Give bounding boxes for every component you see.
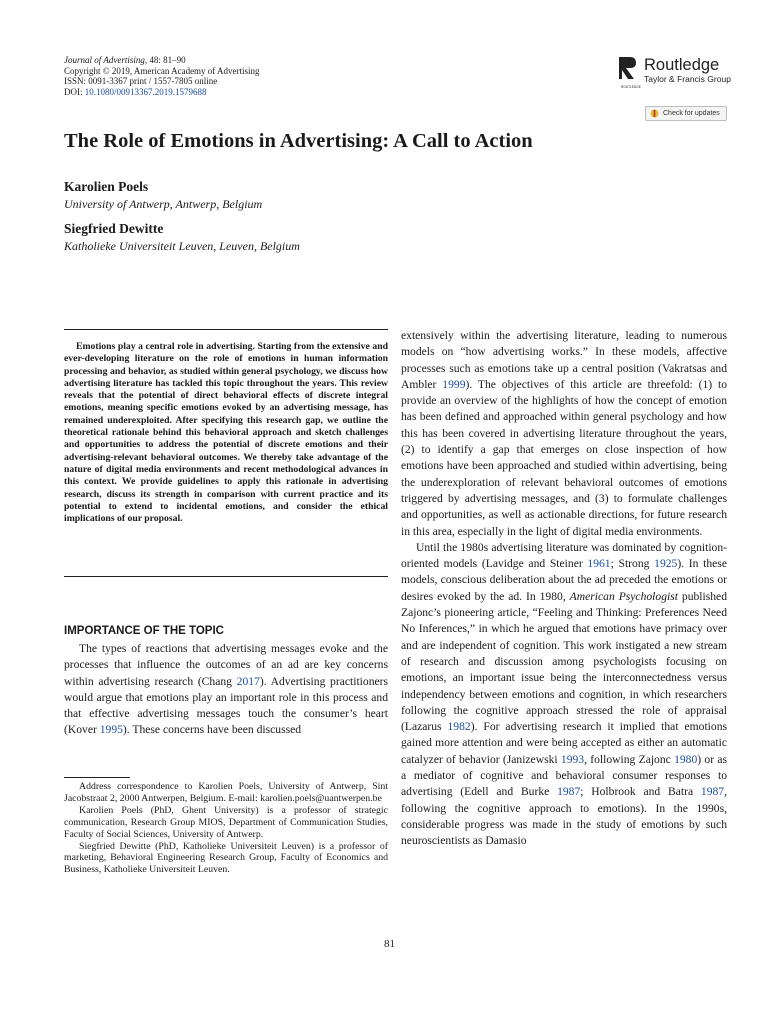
- footnote-correspondence: Address correspondence to Karolien Poels, University of Antwerp, Sint Jacobstraat 2, 2000 Antwerpen, Belgium. E-mail: karolien.poels@uantwerpen.be: [64, 781, 388, 804]
- body-paragraph: Until the 1980s advertising literature was dominated by cognition-oriented models (Lavidge and Steiner 1961; Strong 1925). In these models, conscious deliberation about the ad preceded the emotions or desires evoked by the ad. In 1980, American Psychologist published Zajonc’s pioneering article, “Feeling and Thinking: Preferences Need No Inferences,” in which he argued that emotions have primacy over and are independent of cognition. This work instigated a new stream of research and discussion among psychologists focusing on emotions, an important issue being the interconnectedness versus independency between emotions and cognition, in which researchers following the cognitive approach stressed the role of appraisal (Lazarus 1982). For advertising research it implied that emotions gained more attention and were being accepted as either an automatic catalyzer of behavior (Janizewski 1993, following Zajonc 1980) or as a mediator of cognitive and behavioral consumer responses to advertising (Edell and Burke 1987; Holbrook and Batra 1987, following the cognitive approach to emotions). In the 1990s, considerable progress was made in the study of emotions by such neuroscientists as Damasio: [401, 540, 728, 848]
- publisher-name: Routledge: [644, 56, 720, 74]
- abstract-bottom-rule: [64, 576, 388, 577]
- left-column-body: [64, 641, 388, 739]
- citation-link[interactable]: 1987: [700, 785, 725, 799]
- publisher-group: Taylor & Francis Group: [644, 74, 731, 84]
- page-number: 81: [384, 938, 395, 950]
- journal-metadata: [64, 55, 260, 97]
- citation-link[interactable]: 1995: [99, 723, 123, 737]
- routledge-logo[interactable]: [617, 55, 737, 89]
- author-2-name: Siegfried Dewitte: [64, 221, 164, 236]
- footnote-author-1: Karolien Poels (PhD, Ghent University) is a professor of strategic communication, Research Group MIOS, Department of Communication Studies, Faculty of Social Sciences, University of Antwerp.: [64, 804, 388, 840]
- routledge-mark-icon: [617, 55, 641, 89]
- citation-link[interactable]: 1982: [447, 720, 471, 734]
- citation-link[interactable]: 1980: [674, 752, 698, 766]
- citation-link[interactable]: 1993: [560, 752, 585, 766]
- logo-vertical-text: ROUTLEDGE: [621, 85, 641, 89]
- body-paragraph: The types of reactions that advertising messages evoke and the processes that influence the outcomes of an ad are key concerns within advertising research (Chang 2017). Advertising practitioners would argue that emotions play an important role in this process and that effective advertising messages touch the consumer’s heart (Kover 1995). These concerns have been discussed: [64, 642, 389, 737]
- abstract: Emotions play a central role in advertising. Starting from the extensive and ever-developing literature on the role of emotions in human information processing and behavior, as studied within general psychology, we discuss how advertising literature has tackled this topic throughout the years. This review reveals that the potential of direct behavioral effects of discrete integral emotions, meaning specific emotions evoked by an advertising message, has remained underexploited. After specifying this research gap, we outline the theoretical rationale behind this behavioral approach and sketch challenges and opportunities to address the potential of discrete emotions and their advertising-relevant behavioral outcomes. We thereby take advantage of the nature of digital media environments and recent methodological advances in this context. We provide guidelines to apply this rationale in advertising research, discuss its strength in comparison with current practice and its potential to extend to incidental emotions, and consider the ethical implications of our proposal.: [64, 341, 388, 525]
- citation-link[interactable]: 1987: [557, 785, 581, 799]
- doi-link[interactable]: 10.1080/00913367.2019.1579688: [84, 86, 207, 97]
- citation-link[interactable]: 1961: [587, 557, 611, 571]
- author-1-affiliation: University of Antwerp, Antwerp, Belgium: [64, 197, 263, 211]
- footnote-author-2: Siegfried Dewitte (PhD, Katholieke Universiteit Leuven) is a professor of marketing, Behavioral Engineering Research Group, Faculty of Economics and Business, Katholieke Universiteit Leuven.: [64, 840, 388, 876]
- crossmark-icon: [650, 109, 659, 118]
- abstract-top-rule: [64, 329, 388, 330]
- body-paragraph: extensively within the advertising literature, leading to numerous models on “how advertising works.” In these models, affective processes such as emotions take up a central position (Vakratsas and Ambler 1999). The objectives of this article are threefold: (1) to provide an overview of the highlights of how the concept of emotion has been defined and approached within general psychology and how this has been covered in advertising literature throughout the years, (2) to identify a gap that emerges on close inspection of how emotions have been approached and studied within advertising, being the underexploration of relevant behavioral outcomes of emotions triggered by advertising messages, and (3) to formulate challenges and opportunities, as well as actionable directions, for future research in this area, especially in the light of digital media environments.: [401, 329, 727, 538]
- citation-link[interactable]: 2017: [236, 674, 260, 688]
- article-title: The Role of Emotions in Advertising: A Call to Action: [64, 130, 533, 152]
- copyright-line: Copyright © 2019, American Academy of Advertising: [64, 65, 260, 76]
- footnote-rule: [64, 777, 130, 778]
- author-2-affiliation: Katholieke Universiteit Leuven, Leuven, Belgium: [64, 239, 300, 253]
- footnotes: [64, 781, 388, 876]
- citation-link[interactable]: 1999: [442, 377, 466, 391]
- doi-line: DOI: 10.1080/00913367.2019.1579688: [64, 86, 207, 97]
- check-for-updates-button[interactable]: [645, 106, 727, 121]
- right-column-body: [401, 328, 727, 850]
- check-for-updates-label: Check for updates: [663, 110, 720, 117]
- issn-line: ISSN: 0091-3367 print / 1557-7805 online: [64, 76, 218, 86]
- journal-citation: Journal of Advertising, 48: 81–90: [64, 55, 186, 65]
- citation-link[interactable]: 1925: [654, 557, 678, 571]
- section-heading: IMPORTANCE OF THE TOPIC: [64, 625, 224, 637]
- author-1-name: Karolien Poels: [64, 179, 149, 194]
